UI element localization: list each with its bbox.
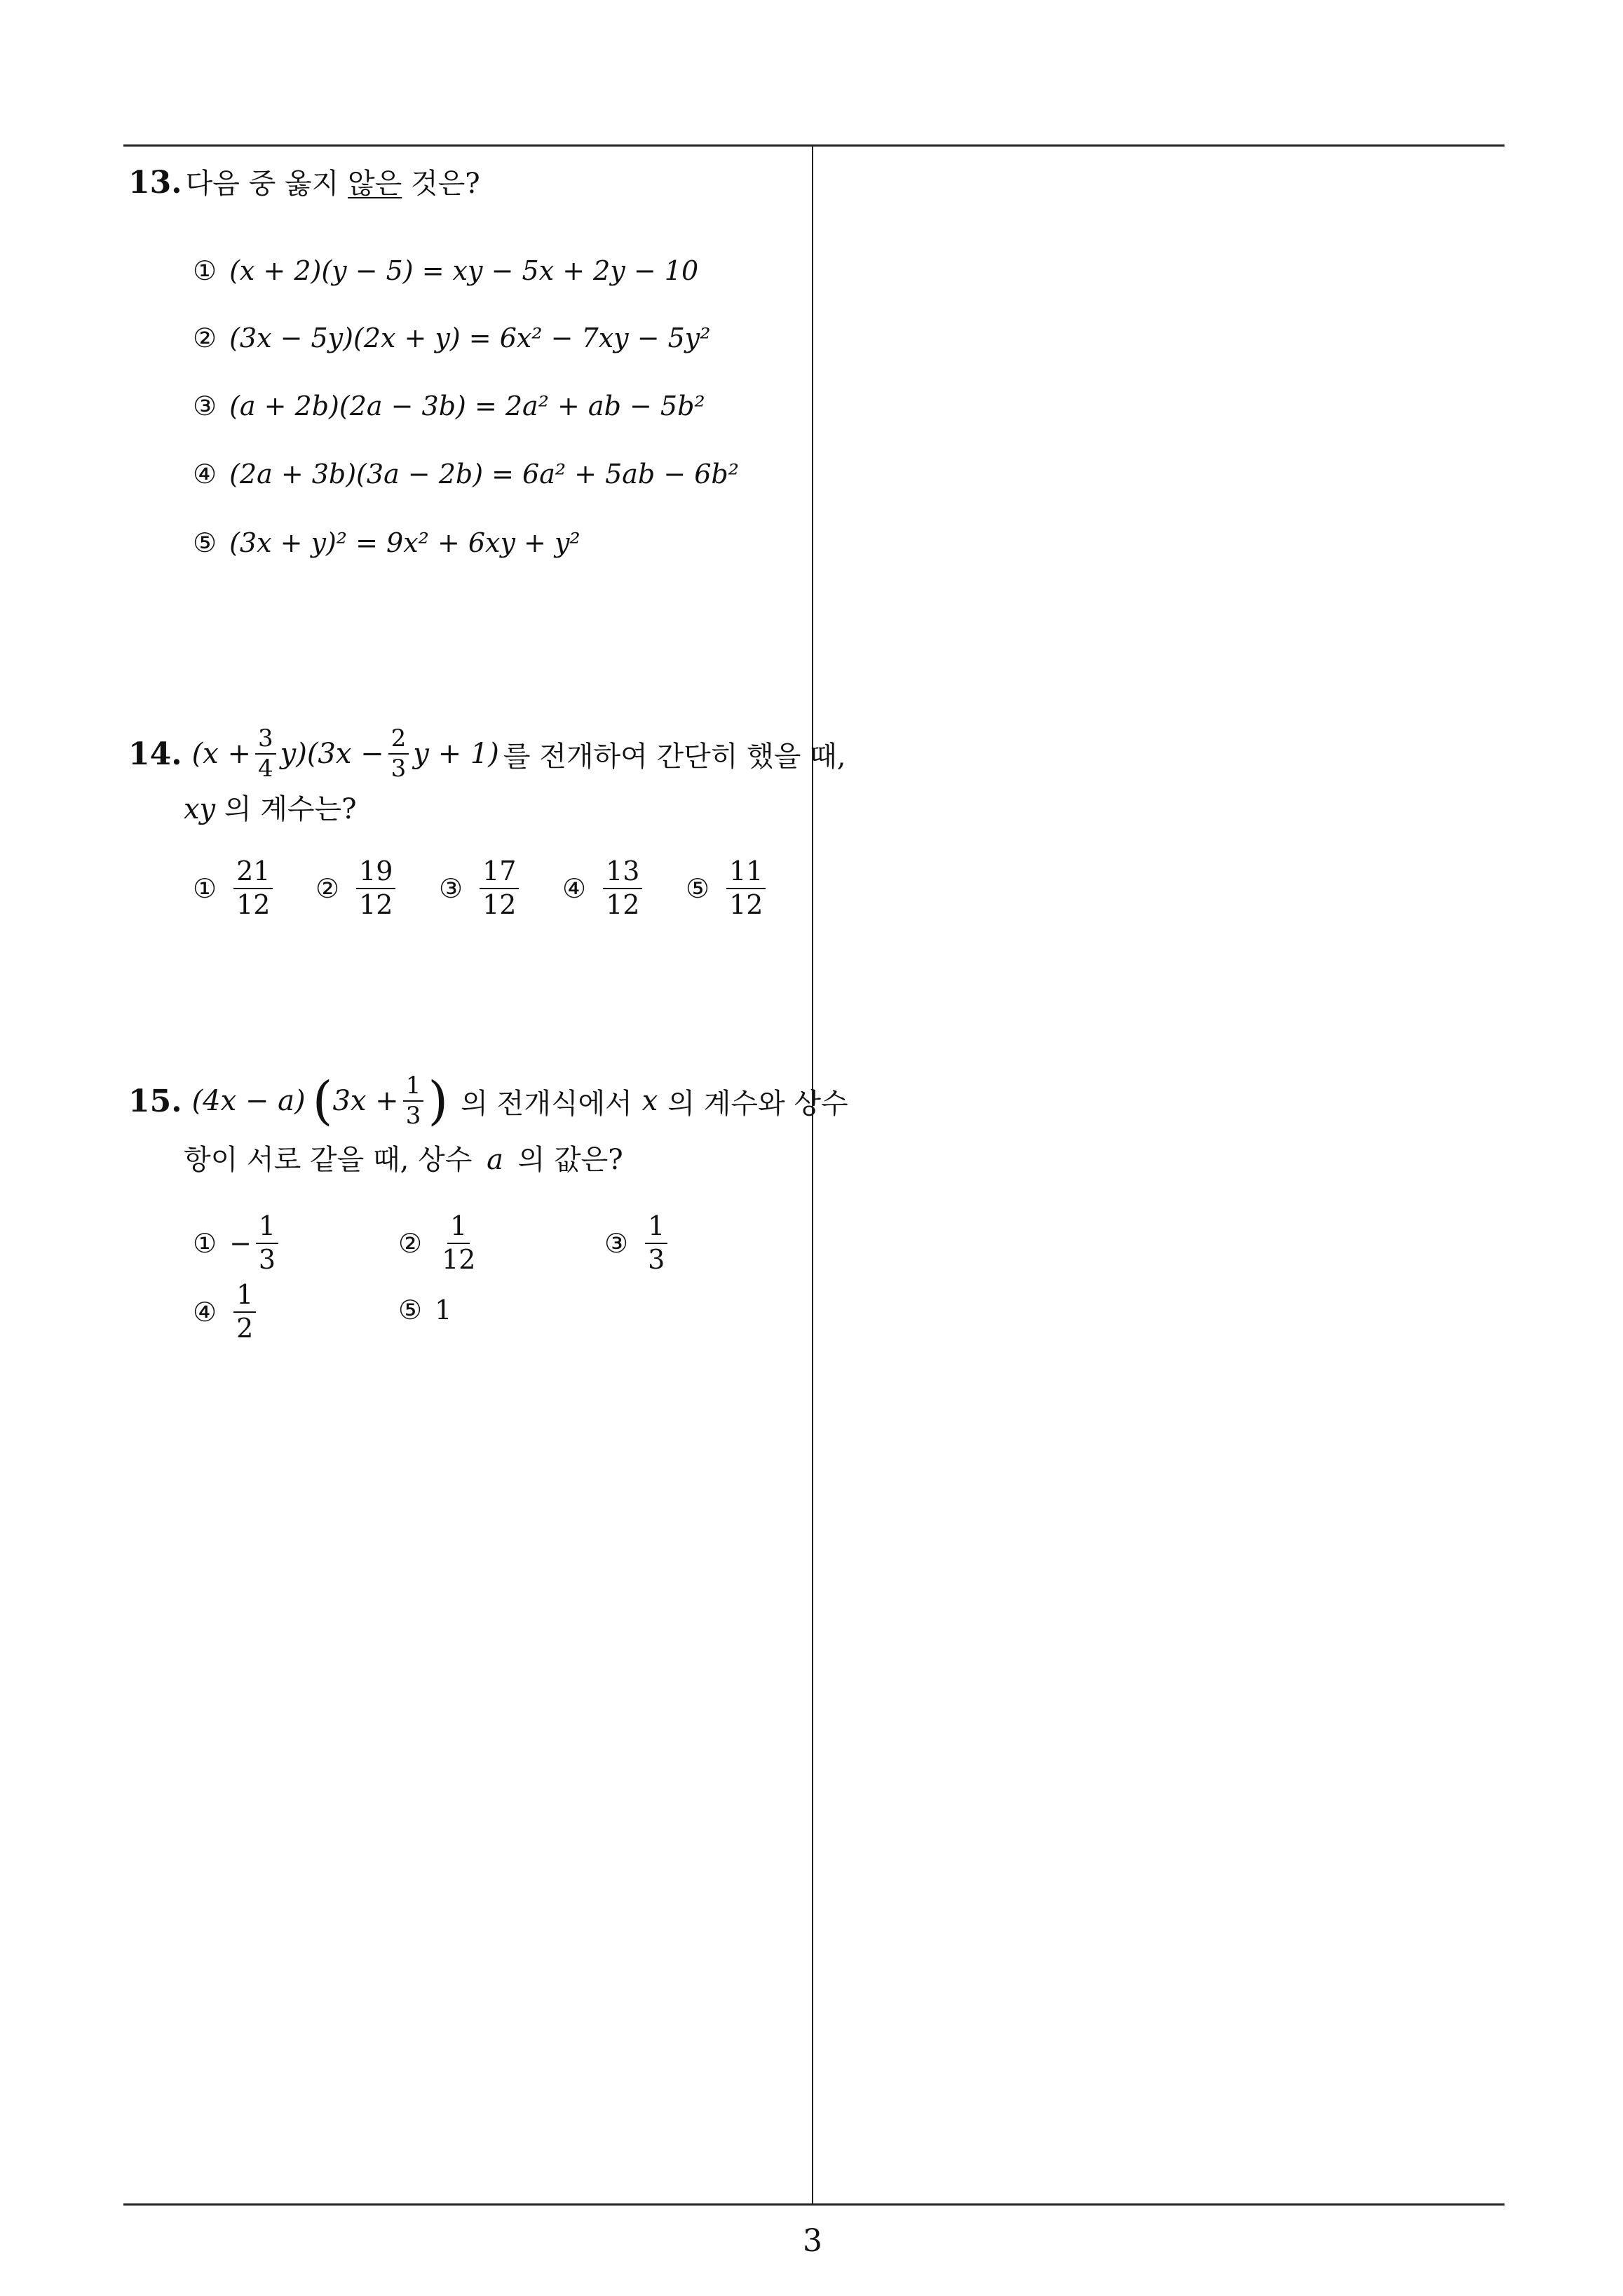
q15-text-1a: 의 전개식에서	[461, 1087, 632, 1120]
question-13-prompt: 다음 중 옳지 않은 것은?	[185, 168, 480, 200]
option-mark: ①	[193, 1227, 217, 1259]
q13-option-5	[193, 527, 580, 558]
option-fraction: $\frac{13}{12}$	[603, 857, 642, 920]
q15-text-2a: 항이 서로 같을 때, 상수	[184, 1144, 473, 1176]
option-fraction: $\frac{1}{12}$	[442, 1210, 476, 1275]
option-mark: ③	[193, 391, 217, 421]
underlined-word: 않은	[348, 168, 402, 200]
option-mark: ④	[193, 459, 217, 489]
option-sign: −	[229, 1227, 252, 1259]
option-fraction: $\frac{21}{12}$	[233, 857, 273, 920]
q15-text-1b: 의 계수와 상수	[667, 1087, 848, 1120]
option-mark: ①	[193, 255, 217, 286]
q14-option-2	[315, 857, 400, 920]
q14-text-line1: 를 전개하여 간단히 했을 때,	[503, 740, 846, 773]
top-rule	[123, 144, 1505, 147]
bottom-rule	[123, 2203, 1505, 2206]
q13-option-2	[193, 323, 711, 353]
option-fraction: $\frac{1}{3}$	[645, 1212, 667, 1275]
q15-expr-b: 3x +	[332, 1085, 399, 1118]
page-number: 3	[803, 2223, 822, 2259]
option-value: 1	[435, 1295, 452, 1325]
q14-option-4	[562, 857, 646, 920]
q13-option-1	[193, 255, 698, 286]
question-14-number: 14.	[128, 736, 182, 772]
option-expression: (a + 2b)(2a − 3b) = 2a² + ab − 5b²	[229, 391, 705, 421]
option-mark: ⑤	[398, 1295, 423, 1325]
q15-option-1	[193, 1212, 283, 1275]
column-divider	[812, 144, 813, 2205]
option-mark: ④	[562, 872, 587, 904]
option-expression: (3x + y)² = 9x² + 6xy + y²	[229, 527, 580, 558]
option-mark: ⑤	[193, 527, 217, 558]
question-14-line2	[184, 787, 357, 827]
q14-expr-b: y)(3x −	[280, 738, 384, 771]
q15-option-2	[398, 1212, 482, 1275]
right-paren: )	[428, 1071, 449, 1132]
q14-expr-c: y + 1)	[413, 738, 499, 771]
q15-option-4	[193, 1281, 260, 1344]
option-expression: (3x − 5y)(2x + y) = 6x² − 7xy − 5y²	[229, 323, 711, 353]
q14-variable: xy	[184, 793, 216, 825]
q14-fraction-1: $\frac{3}{4}$	[255, 726, 276, 783]
question-15-number: 15.	[128, 1083, 182, 1119]
q15-option-5	[398, 1295, 451, 1325]
q14-option-5	[686, 857, 770, 920]
q15-expr-a: (4x − a)	[191, 1085, 306, 1118]
q14-option-3	[439, 857, 523, 920]
q14-expr-a: (x +	[191, 738, 251, 771]
option-mark: ④	[193, 1296, 217, 1328]
option-fraction: $\frac{1}{2}$	[233, 1281, 256, 1344]
q15-text-2b: 의 값은?	[517, 1144, 623, 1176]
option-fraction: $\frac{1}{3}$	[256, 1212, 278, 1275]
option-fraction: $\frac{11}{12}$	[726, 857, 766, 920]
option-mark: ③	[604, 1227, 629, 1259]
option-fraction: $\frac{17}{12}$	[480, 857, 519, 920]
option-fraction: $\frac{19}{12}$	[356, 857, 395, 920]
q13-option-3	[193, 391, 705, 421]
option-mark: ②	[398, 1227, 423, 1259]
q14-fraction-2: $\frac{2}{3}$	[388, 726, 409, 783]
q15-option-3	[604, 1212, 672, 1275]
q13-option-4	[193, 459, 739, 489]
question-15-line2	[184, 1137, 623, 1177]
q15-variable-a: a	[487, 1144, 503, 1176]
question-14	[128, 726, 846, 783]
option-mark: ⑤	[686, 872, 710, 904]
question-15	[128, 1073, 848, 1130]
q15-variable-x: x	[641, 1085, 658, 1118]
option-mark: ②	[193, 323, 217, 353]
option-mark: ②	[315, 872, 340, 904]
q14-option-1	[193, 857, 277, 920]
option-expression: (2a + 3b)(3a − 2b) = 6a² + 5ab − 6b²	[229, 459, 739, 489]
option-mark: ①	[193, 872, 217, 904]
option-expression: (x + 2)(y − 5) = xy − 5x + 2y − 10	[229, 255, 699, 286]
left-paren: (	[312, 1071, 333, 1132]
question-13	[128, 161, 480, 201]
q15-fraction: $\frac{1}{3}$	[403, 1073, 424, 1130]
q14-text-line2: 의 계수는?	[224, 793, 357, 825]
question-13-number: 13.	[128, 165, 182, 201]
option-mark: ③	[439, 872, 463, 904]
